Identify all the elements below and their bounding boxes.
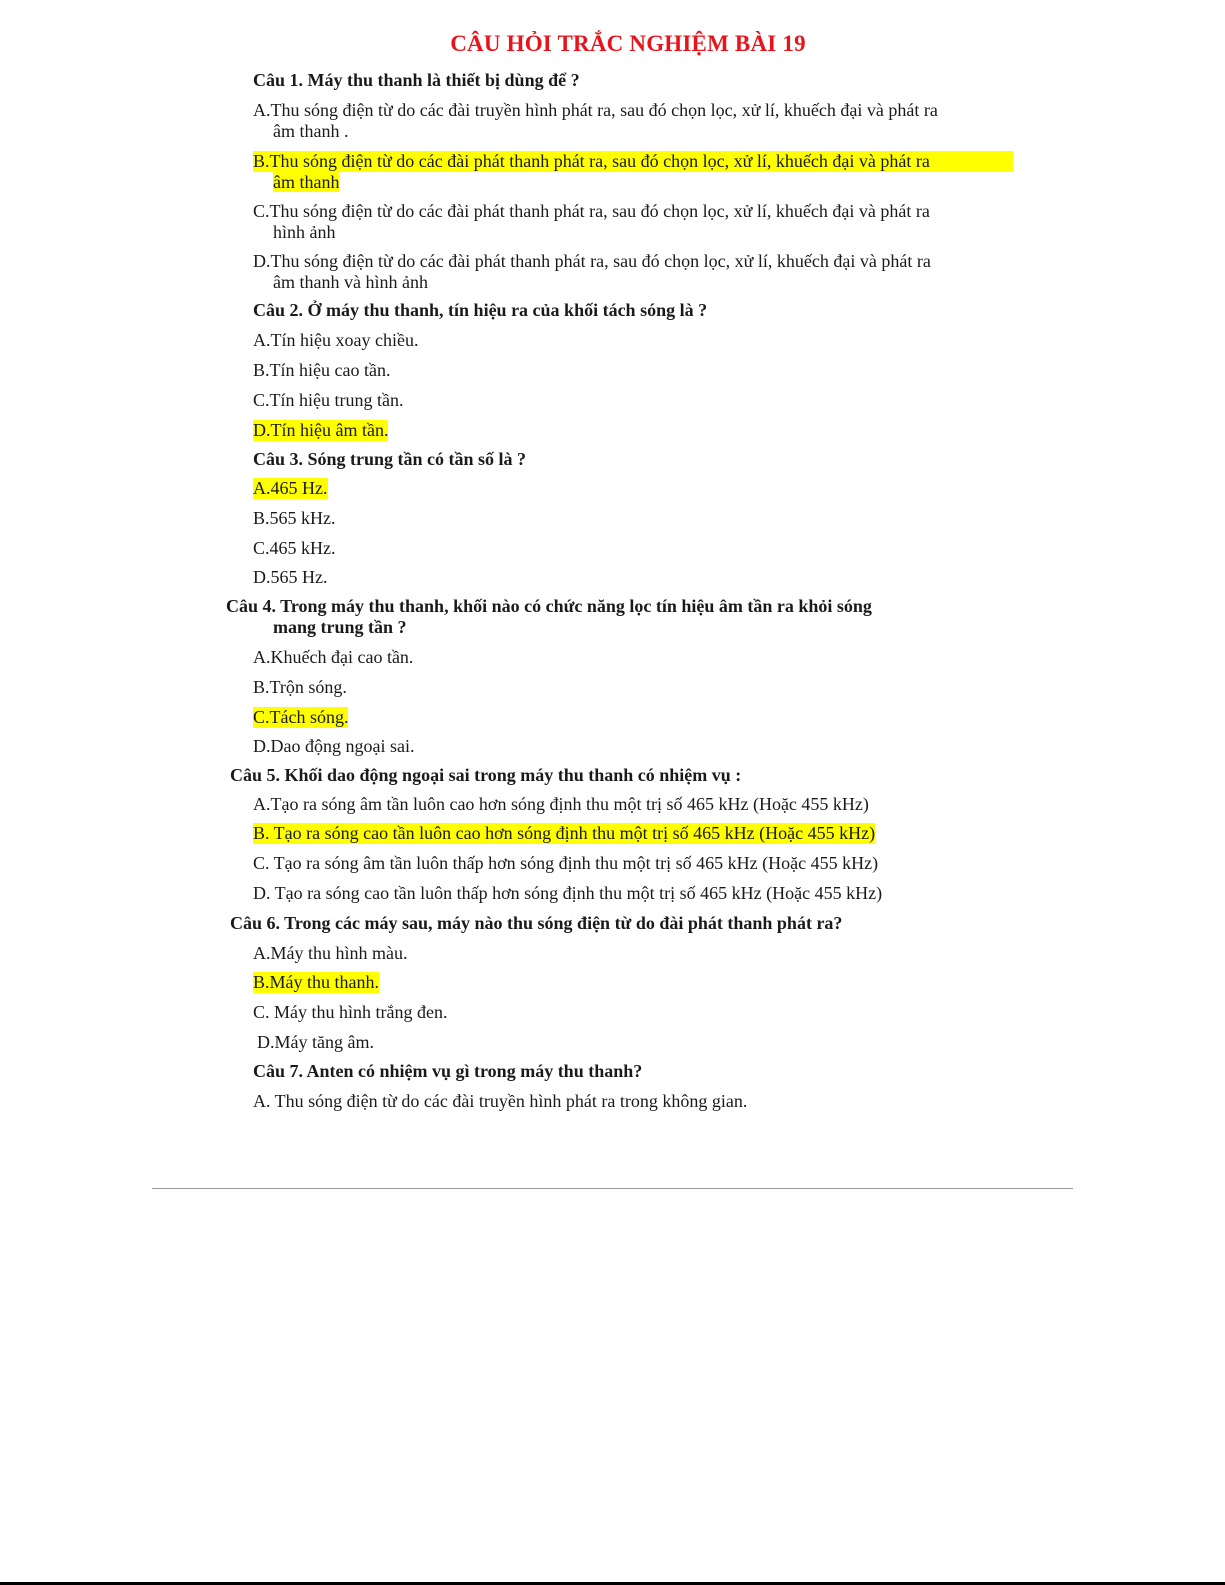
q2-option-d-correct: D.Tín hiệu âm tần. [253,420,389,440]
q6-option-b-correct: B.Máy thu thanh. [253,972,379,992]
question-7: Câu 7. Anten có nhiệm vụ gì trong máy thu thanh? [253,1061,643,1081]
q1-option-d-line2: âm thanh và hình ảnh [273,272,428,292]
question-4-line1: Câu 4. Trong máy thu thanh, khối nào có chức năng lọc tín hiệu âm tần ra khỏi sóng [226,596,872,616]
question-4-line2: mang trung tần ? [273,617,407,637]
q4-option-b: B.Trộn sóng. [253,677,347,697]
q6-option-d: D.Máy tăng âm. [257,1032,374,1052]
q1-option-d [253,251,1013,293]
question-3: Câu 3. Sóng trung tần có tần số là ? [253,449,527,469]
question-2: Câu 2. Ở máy thu thanh, tín hiệu ra của khối tách sóng là ? [253,300,708,320]
q2-option-b: B.Tín hiệu cao tần. [253,360,391,380]
q1-option-b-line2: âm thanh [273,172,340,192]
q5-option-b-correct: B. Tạo ra sóng cao tần luôn cao hơn sóng định thu một trị số 465 kHz (Hoặc 455 kHz) [253,823,876,843]
q3-option-d: D.565 Hz. [253,567,328,587]
q5-option-c: C. Tạo ra sóng âm tần luôn thấp hơn sóng định thu một trị số 465 kHz (Hoặc 455 kHz) [253,853,879,873]
question-1: Câu 1. Máy thu thanh là thiết bị dùng để ? [253,70,580,90]
q4-option-c-correct: C.Tách sóng. [253,707,349,727]
q1-option-b-line1: B.Thu sóng điện từ do các đài phát thanh phát ra, sau đó chọn lọc, xử lí, khuếch đại và phát ra [253,151,1013,172]
q2-option-a: A.Tín hiệu xoay chiều. [253,330,419,350]
q1-option-d-line1: D.Thu sóng điện từ do các đài phát thanh phát ra, sau đó chọn lọc, xử lí, khuếch đại và phát ra [253,251,931,271]
q5-option-a: A.Tạo ra sóng âm tần luôn cao hơn sóng định thu một trị số 465 kHz (Hoặc 455 kHz) [253,794,869,814]
q3-option-b: B.565 kHz. [253,508,336,528]
q4-option-a: A.Khuếch đại cao tần. [253,647,414,667]
q7-option-a: A. Thu sóng điện từ do các đài truyền hình phát ra trong không gian. [253,1091,748,1111]
question-6: Câu 6. Trong các máy sau, máy nào thu sóng điện từ do đài phát thanh phát ra? [230,913,843,933]
question-5: Câu 5. Khối dao động ngoại sai trong máy thu thanh có nhiệm vụ : [230,765,742,785]
q4-option-d: D.Dao động ngoại sai. [253,736,415,756]
q3-option-a-correct: A.465 Hz. [253,478,328,498]
q1-option-c [253,201,1013,243]
page-divider [152,1188,1073,1189]
q1-option-c-line1: C.Thu sóng điện từ do các đài phát thanh phát ra, sau đó chọn lọc, xử lí, khuếch đại và phát ra [253,201,930,221]
q1-option-c-line2: hình ảnh [273,222,336,242]
q2-option-c: C.Tín hiệu trung tần. [253,390,404,410]
q1-option-a [253,100,1013,142]
q3-option-c: C.465 kHz. [253,538,336,558]
q1-option-a-line1: A.Thu sóng điện từ do các đài truyền hình phát ra, sau đó chọn lọc, xử lí, khuếch đại và phát ra [253,100,938,120]
q6-option-c: C. Máy thu hình trắng đen. [253,1002,448,1022]
q1-option-b-line2-wrap [253,172,1013,193]
q6-option-a: A.Máy thu hình màu. [253,943,408,963]
q1-option-a-line2: âm thanh . [273,121,349,141]
q1-option-b-correct [253,151,1013,193]
page-title: CÂU HỎI TRẮC NGHIỆM BÀI 19 [450,31,806,56]
q5-option-d: D. Tạo ra sóng cao tần luôn thấp hơn sóng định thu một trị số 465 kHz (Hoặc 455 kHz) [253,883,883,903]
